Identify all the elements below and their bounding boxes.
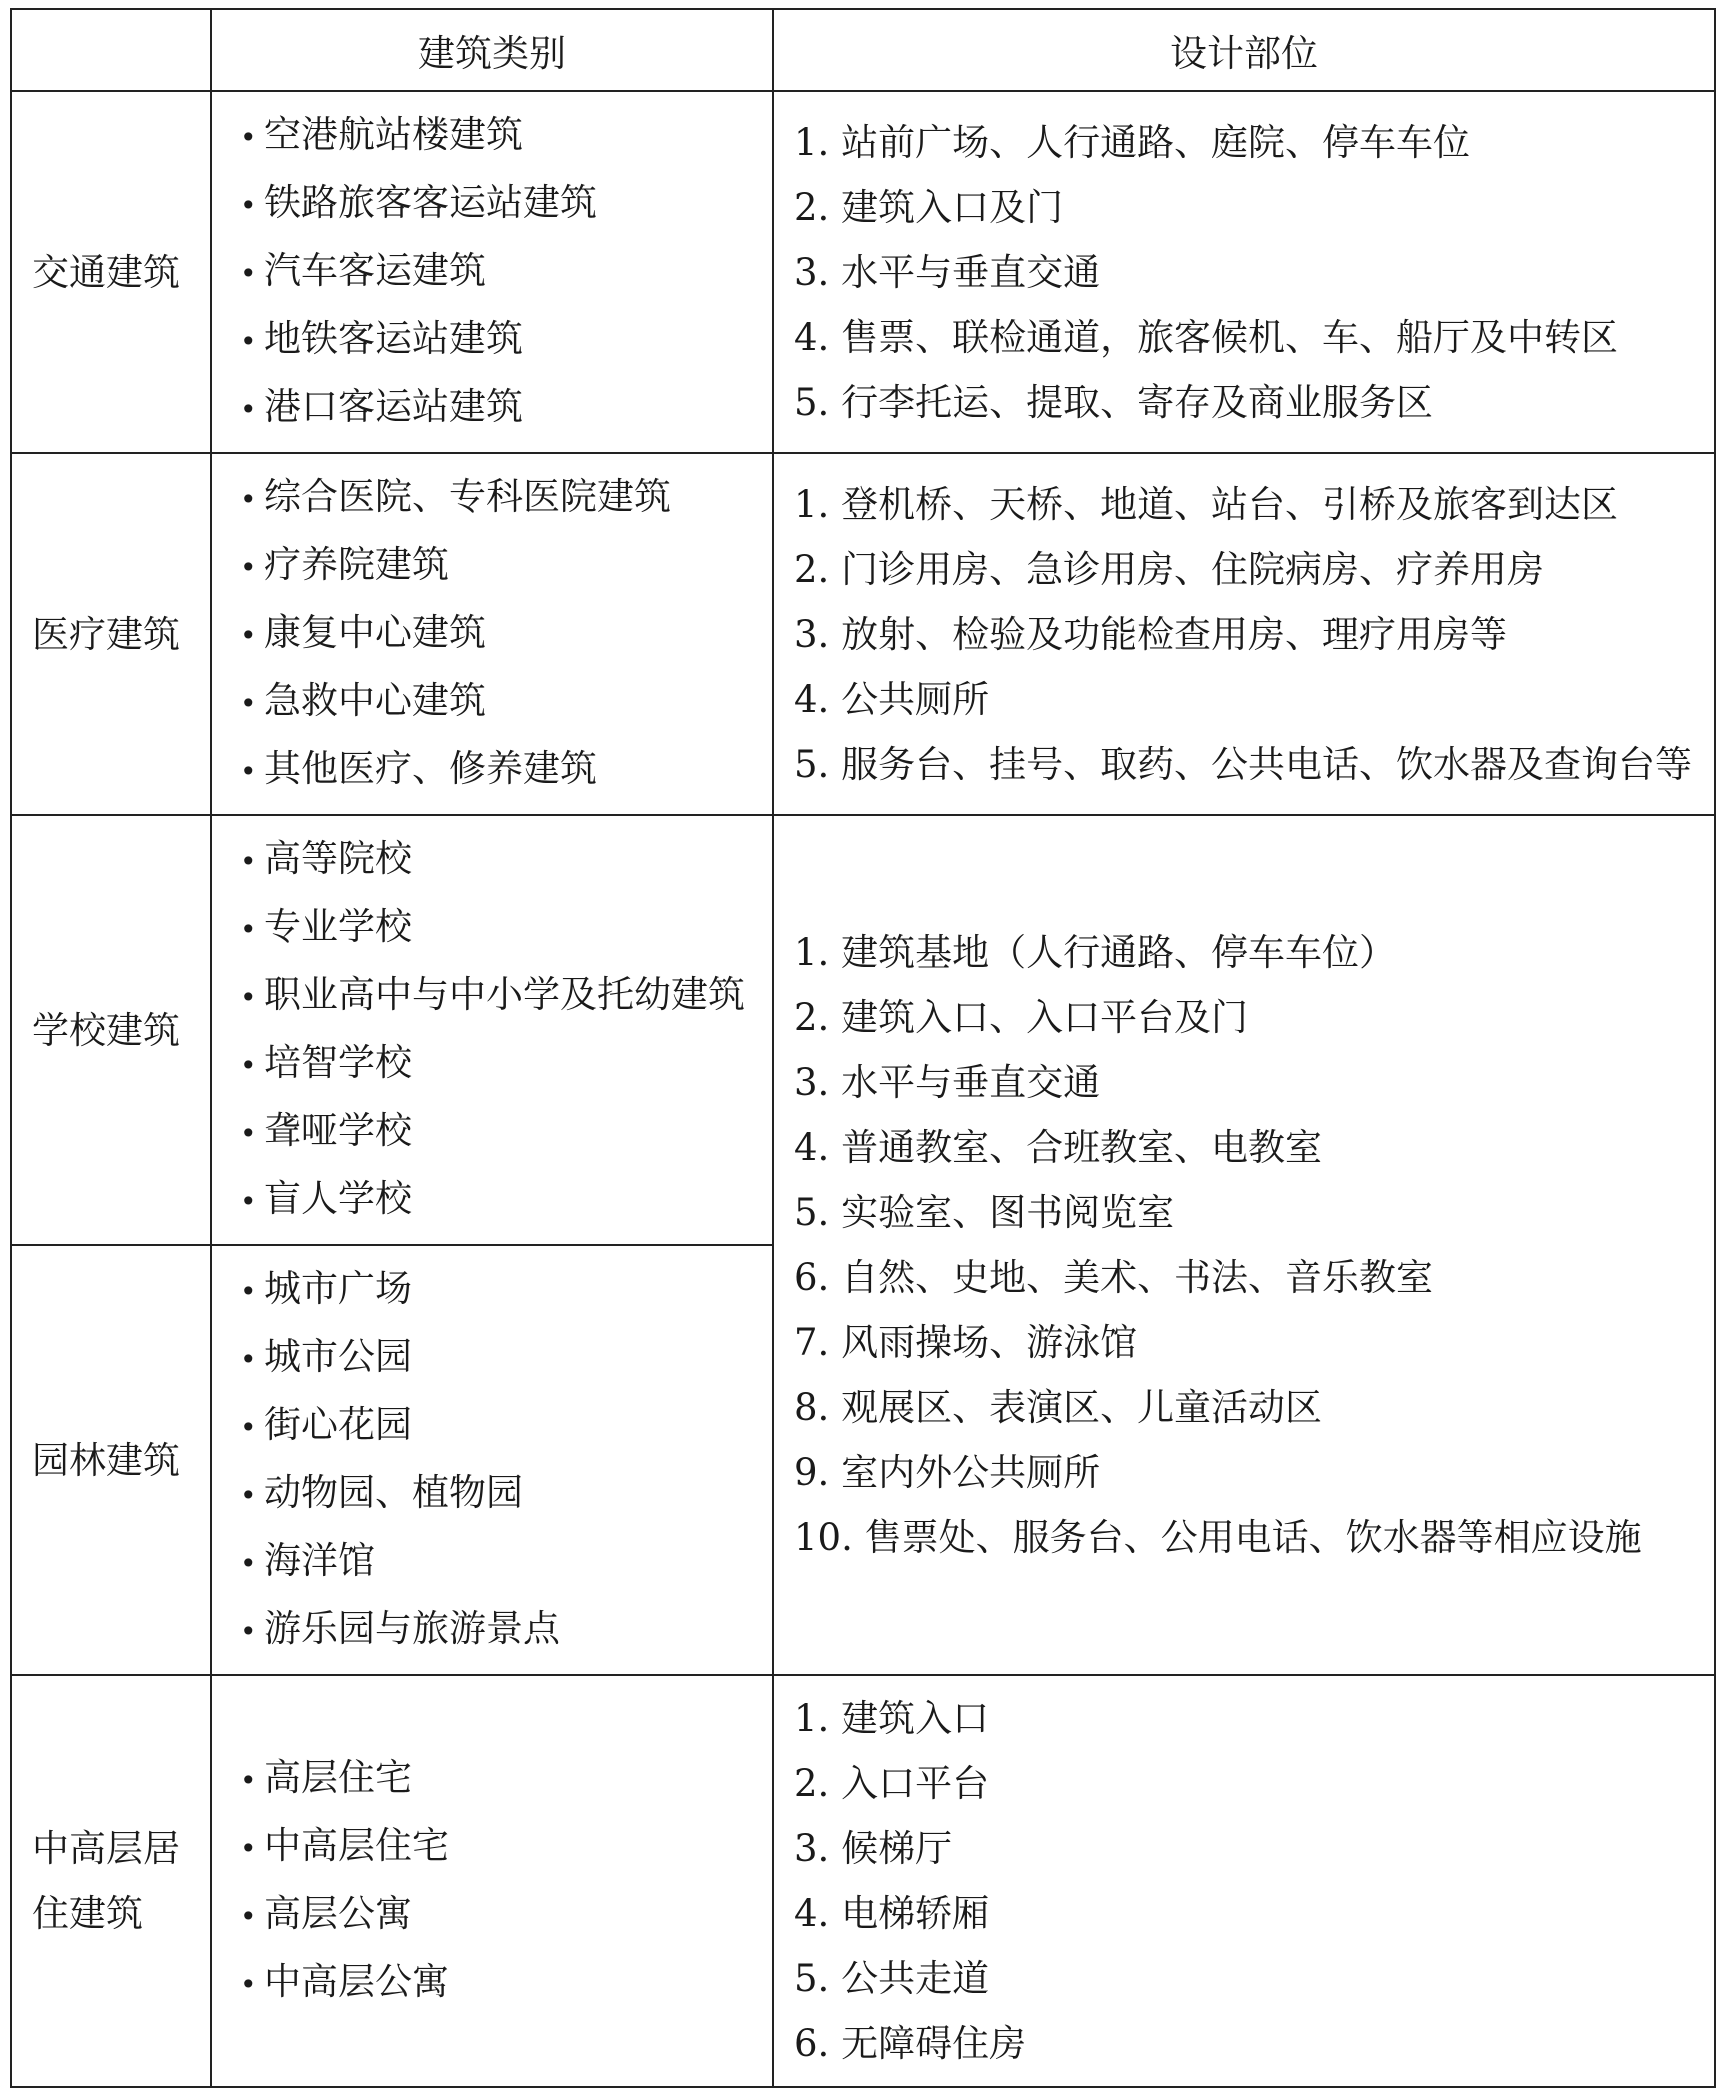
bullet-icon: • <box>240 257 257 290</box>
list-item: 5. 实验室、图书阅览室 <box>794 1191 1175 1234</box>
list-item: • 职业高中与中小学及托幼建筑 <box>240 962 772 1030</box>
category-cell: 学校建筑 <box>11 815 211 1245</box>
list-item: • 动物园、植物园 <box>240 1460 772 1528</box>
list-item: 4. 公共厕所 <box>794 677 990 721</box>
list-item: • 高等院校 <box>240 826 772 894</box>
category-cell: 医疗建筑 <box>11 453 211 815</box>
list-item: • 高层住宅 <box>240 1745 772 1813</box>
list-item: • 城市公园 <box>240 1324 772 1392</box>
list-item: • 专业学校 <box>240 894 772 962</box>
list-item: 6. 自然、史地、美术、书法、音乐教室 <box>794 1256 1434 1299</box>
types-cell <box>211 1675 773 2087</box>
list-item: • 其他医疗、修养建筑 <box>240 736 772 804</box>
bullet-icon: • <box>240 393 257 426</box>
list-item: 2. 建筑入口及门 <box>794 185 1064 229</box>
bullet-icon: • <box>240 1275 257 1308</box>
list-item: • 空港航站楼建筑 <box>240 102 772 170</box>
table-row <box>11 453 1715 815</box>
bullet-icon: • <box>240 325 257 358</box>
list-item: 8. 观展区、表演区、儿童活动区 <box>794 1386 1323 1429</box>
header-design-parts: 设计部位 <box>773 9 1715 91</box>
list-item: • 康复中心建筑 <box>240 600 772 668</box>
bullet-icon: • <box>240 1968 257 2001</box>
list-item: • 中高层公寓 <box>240 1949 772 2017</box>
list-item: 1. 建筑基地（人行通路、停车车位） <box>794 931 1397 974</box>
list-item: 4. 售票、联检通道，旅客候机、车、船厅及中转区 <box>794 315 1619 359</box>
list-item: • 城市广场 <box>240 1256 772 1324</box>
list-item: 7. 风雨操场、游泳馆 <box>794 1321 1138 1364</box>
bullet-icon: • <box>240 755 257 788</box>
types-cell <box>211 815 773 1245</box>
types-cell <box>211 453 773 815</box>
types-cell <box>211 91 773 453</box>
header-empty-cell <box>11 9 211 91</box>
bullet-icon: • <box>240 121 257 154</box>
list-item: 10. 售票处、服务台、公用电话、饮水器等相应设施 <box>794 1516 1642 1559</box>
list-item: • 高层公寓 <box>240 1881 772 1949</box>
bullet-icon: • <box>240 1900 257 1933</box>
list-item: 4. 普通教室、合班教室、电教室 <box>794 1126 1323 1169</box>
bullet-icon: • <box>240 1832 257 1865</box>
list-item: • 中高层住宅 <box>240 1813 772 1881</box>
category-line: 中高层居 <box>32 1827 180 1870</box>
list-item: • 培智学校 <box>240 1030 772 1098</box>
list-item: • 游乐园与旅游景点 <box>240 1596 772 1664</box>
list-item: 4. 电梯轿厢 <box>794 1892 990 1935</box>
list-item: 2. 入口平台 <box>794 1762 990 1805</box>
category-cell <box>11 1675 211 2087</box>
list-item: 1. 登机桥、天桥、地道、站台、引桥及旅客到达区 <box>794 482 1619 526</box>
list-item: • 铁路旅客客运站建筑 <box>240 170 772 238</box>
parts-cell <box>773 453 1715 815</box>
bullet-icon: • <box>240 1117 257 1150</box>
bullet-icon: • <box>240 1049 257 1082</box>
list-item: • 汽车客运建筑 <box>240 238 772 306</box>
category-cell: 园林建筑 <box>11 1245 211 1675</box>
list-item: 1. 建筑入口 <box>794 1697 990 1740</box>
bullet-icon: • <box>240 1764 257 1797</box>
table-header-row <box>11 9 1715 91</box>
bullet-icon: • <box>240 1185 257 1218</box>
list-item: • 港口客运站建筑 <box>240 374 772 442</box>
document-page <box>10 8 1714 2065</box>
list-item: • 聋哑学校 <box>240 1098 772 1166</box>
list-item: 5. 服务台、挂号、取药、公共电话、饮水器及查询台等 <box>794 742 1693 786</box>
list-item: • 综合医院、专科医院建筑 <box>240 464 772 532</box>
list-item: 6. 无障碍住房 <box>794 2022 1027 2065</box>
bullet-icon: • <box>240 1547 257 1580</box>
bullet-icon: • <box>240 1343 257 1376</box>
category-cell: 交通建筑 <box>11 91 211 453</box>
bullet-icon: • <box>240 1479 257 1512</box>
list-item: • 地铁客运站建筑 <box>240 306 772 374</box>
bullet-icon: • <box>240 913 257 946</box>
list-item: • 疗养院建筑 <box>240 532 772 600</box>
list-item: 3. 候梯厅 <box>794 1827 953 1870</box>
list-item: 1. 站前广场、人行通路、庭院、停车车位 <box>794 120 1471 164</box>
list-item: 3. 放射、检验及功能检查用房、理疗用房等 <box>794 612 1508 656</box>
parts-cell <box>773 1675 1715 2087</box>
list-item: • 街心花园 <box>240 1392 772 1460</box>
list-item: • 急救中心建筑 <box>240 668 772 736</box>
bullet-icon: • <box>240 1615 257 1648</box>
types-cell <box>211 1245 773 1675</box>
header-building-type: 建筑类别 <box>211 9 773 91</box>
design-parts-table <box>10 8 1716 2088</box>
bullet-icon: • <box>240 619 257 652</box>
list-item: 5. 行李托运、提取、寄存及商业服务区 <box>794 380 1434 424</box>
table-row <box>11 91 1715 453</box>
list-item: • 盲人学校 <box>240 1166 772 1234</box>
list-item: 3. 水平与垂直交通 <box>794 250 1101 294</box>
table-row <box>11 815 1715 1245</box>
category-line: 住建筑 <box>32 1892 143 1935</box>
list-item: 3. 水平与垂直交通 <box>794 1061 1101 1104</box>
bullet-icon: • <box>240 551 257 584</box>
list-item: 9. 室内外公共厕所 <box>794 1451 1101 1494</box>
parts-cell <box>773 91 1715 453</box>
bullet-icon: • <box>240 845 257 878</box>
bullet-icon: • <box>240 1411 257 1444</box>
bullet-icon: • <box>240 189 257 222</box>
list-item: 2. 门诊用房、急诊用房、住院病房、疗养用房 <box>794 547 1545 591</box>
list-item: • 海洋馆 <box>240 1528 772 1596</box>
parts-cell <box>773 815 1715 1675</box>
list-item: 5. 公共走道 <box>794 1957 990 2000</box>
table-row <box>11 1675 1715 2087</box>
bullet-icon: • <box>240 687 257 720</box>
bullet-icon: • <box>240 981 257 1014</box>
list-item: 2. 建筑入口、入口平台及门 <box>794 996 1249 1039</box>
bullet-icon: • <box>240 483 257 516</box>
